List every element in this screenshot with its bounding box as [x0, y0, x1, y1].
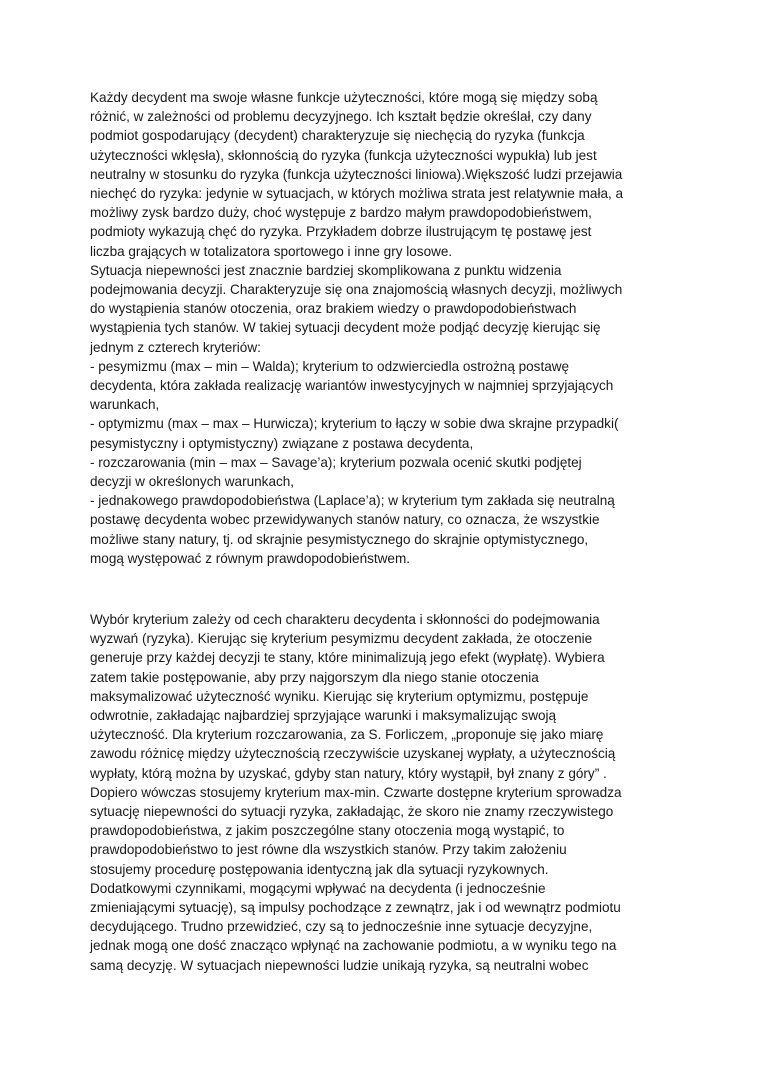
text-line: jednym z czterech kryteriów:: [90, 339, 261, 355]
text-line: użyteczność. Dla kryterium rozczarowania, za S. Forliczem, „proponuje się jako miarę: [90, 727, 604, 743]
text-line: prawdopodobieństwo to jest równe dla wszystkich stanów. Przy takim założeniu: [90, 842, 567, 858]
text-line: warunkach,: [90, 397, 160, 413]
text-line: podmioty wykazują chęć do ryzyka. Przykładem dobrze ilustrującym tę postawę jest: [90, 224, 592, 240]
text-line: Dopiero wówczas stosujemy kryterium max-min. Czwarte dostępne kryterium sprowadza: [90, 784, 622, 800]
text-line: decyzji w określonych warunkach,: [90, 474, 295, 489]
text-line: neutralny w stosunku do ryzyka (funkcja użyteczności liniowa).Większość ludzi przejawia: [90, 166, 623, 182]
text-line: zatem takie postępowanie, aby przy najgorszym dla niego stanie otoczenia: [90, 669, 539, 685]
text-line: - jednakowego prawdopodobieństwa (Laplace’a); w kryterium tym zakłada się neutralną: [90, 493, 615, 509]
text-line: Sytuacja niepewności jest znacznie bardziej skomplikowana z punktu widzenia: [90, 262, 562, 278]
text-line: wypłaty, którą można by uzyskać, gdyby stan natury, który wystąpił, był znany z góry” .: [90, 765, 607, 781]
text-line: zawodu różnicę między użytecznością rzeczywiście uzyskanej wypłaty, a użytecznością: [90, 746, 616, 762]
text-line: sytuację niepewności do sytuacji ryzyka, zakładając, że skoro nie znamy rzeczywistego: [90, 804, 614, 819]
text-line: pesymistyczny i optymistyczny) związane z postawa decydenta,: [90, 435, 474, 451]
text-line: prawdopodobieństwa, z jakim poszczególne stany otoczenia mogą wystąpić, to: [90, 823, 565, 839]
text-line: generuje przy każdej decyzji te stany, które minimalizują jego efekt (wypłatę). Wybiera: [90, 650, 605, 666]
text-line: Każdy decydent ma swoje własne funkcje użyteczności, które mogą się między sobą: [90, 90, 598, 105]
text-line: odwrotnie, zakładając najbardziej sprzyjające warunki i maksymalizując swoją: [90, 708, 557, 723]
text-line: mogą występować z równym prawdopodobieństwem.: [90, 550, 411, 566]
text-line: samą decyzję. W sytuacjach niepewności ludzie unikają ryzyka, są neutralni wobec: [90, 957, 589, 973]
text-line: możliwy zysk bardzo duży, choć występuje z bardzo małym prawdopodobieństwem,: [90, 205, 592, 221]
text-line: Dodatkowymi czynnikami, mogącymi wpływać na decydenta (i jednocześnie: [90, 880, 546, 896]
text-line: maksymalizować użyteczność wyniku. Kierując się kryterium optymizmu, postępuje: [90, 688, 589, 704]
text-line: jednak mogą one dość znacząco wpłynąć na zachowanie podmiotu, a w wyniku tego na: [90, 938, 617, 954]
text-line: - pesymizmu (max – min – Walda); kryterium to odzwierciedla ostrożną postawę: [90, 358, 570, 374]
text-line: możliwe stany natury, tj. od skrajnie pesymistycznego do skrajnie optymistycznego,: [90, 531, 589, 547]
text-line: decydującego. Trudno przewidzieć, czy są to jednocześnie inne sytuacje decyzyjne,: [90, 919, 593, 935]
text-line: wystąpienia tych stanów. W takiej sytuacji decydent może podjąć decyzję kierując się: [90, 320, 601, 336]
text-line: podmiot gospodarujący (decydent) charakteryzuje się niechęcią do ryzyka (funkcja: [90, 128, 585, 144]
text-line: liczba grających w totalizatora sportowego i inne gry losowe.: [90, 243, 453, 259]
text-line: różnić, w zależności od problemu decyzyjnego. Ich kształt będzie określał, czy dany: [90, 109, 592, 125]
text-line: - rozczarowania (min – max – Savage’a); kryterium pozwala ocenić skutki podjętej: [90, 454, 582, 470]
text-line: - optymizmu (max – max – Hurwicza); kryterium to łączy w sobie dwa skrajne przypadki(: [90, 416, 619, 432]
text-line: decydenta, która zakłada realizację wariantów inwestycyjnych w najmniej sprzyjających: [90, 378, 614, 393]
text-line: zmieniającymi sytuację), są impulsy pochodzące z zewnątrz, jak i od wewnątrz podmiotu: [90, 900, 621, 915]
text-line: do wystąpienia stanów otoczenia, oraz brakiem wiedzy o prawdopodobieństwach: [90, 301, 577, 317]
text-line: użyteczności wklęsła), skłonnością do ryzyka (funkcja użyteczności wypukła) lub jest: [90, 147, 597, 163]
text-line: niechęć do ryzyka: jedynie w sytuacjach, w których możliwa strata jest relatywnie mała, a: [90, 186, 624, 201]
text-line: Wybór kryterium zależy od cech charakteru decydenta i skłonności do podejmowania: [90, 612, 600, 627]
text-line: wyzwań (ryzyka). Kierując się kryterium pesymizmu decydent zakłada, że otoczenie: [90, 631, 593, 647]
text-line: podejmowania decyzji. Charakteryzuje się ona znajomością własnych decyzji, możliwych: [90, 282, 623, 297]
text-line: stosujemy procedurę postępowania identyczną jak dla sytuacji ryzykownych.: [90, 861, 549, 877]
text-line: postawę decydenta wobec przewidywanych stanów natury, co oznacza, że wszystkie: [90, 512, 600, 528]
